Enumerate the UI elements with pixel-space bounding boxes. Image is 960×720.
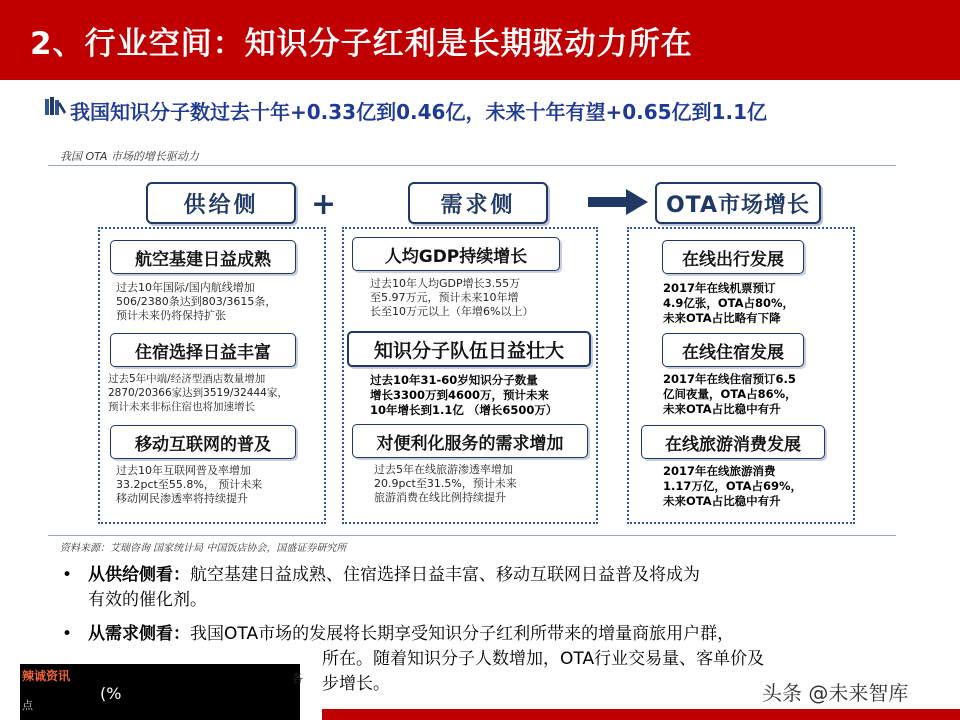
supply-desc-3: 过去10年互联网普及率增加 33.2pct至55.8%， 预计未来 移动网民渗透率将持续提升	[116, 464, 263, 505]
demand-item-2: 知识分子队伍日益壮大	[347, 331, 591, 367]
growth-desc-1: 2017年在线机票预订 4.9亿张，OTA占80%， 未来OTA占比略有下降	[663, 281, 795, 325]
supply-panel	[98, 227, 326, 524]
watermark: 头条 @未来智库	[762, 681, 909, 705]
supply-header: 供给侧	[146, 182, 296, 224]
bullet-dot: •	[62, 624, 73, 644]
bullet-supply-text: 从供给侧看：航空基建日益成熟、住宿选择日益丰富、移动互联网日益普及将成为 有效的催化剂。	[88, 565, 700, 610]
arrow-right-icon	[588, 189, 648, 215]
subtitle: 我国知识分子数过去十年+0.33亿到0.46亿，未来十年有望+0.65亿到1.1亿	[70, 100, 767, 124]
growth-desc-3: 2017年在线旅游消费 1.17万亿，OTA占69%， 未来OTA占比稳中有升	[663, 464, 803, 508]
plus-sign: +	[311, 187, 337, 222]
demand-header: 需求侧	[408, 182, 548, 224]
bullet-dot: •	[62, 565, 73, 585]
books-icon	[44, 96, 68, 118]
header-bar	[0, 0, 960, 80]
overlay-glyph: (%	[100, 684, 122, 703]
overlay-label: 辣诚资讯	[22, 669, 71, 683]
supply-desc-1: 过去10年国际/国内航线增加 506/2380条达到803/3615条， 预计未来仍将保持扩张	[116, 281, 277, 322]
demand-item-1: 人均GDP持续增长	[352, 237, 560, 271]
growth-panel	[627, 227, 855, 524]
figure-caption: 我国 OTA 市场的增长驱动力	[60, 150, 199, 163]
bullet-demand-text: 从需求侧看：我国OTA市场的发展将长期享受知识分子红利所带来的增量商旅用户群， 所在。随着知识分子人数增加，OTA行业交易量、客单价及 步增长。	[88, 624, 765, 694]
overlay-small: 点	[22, 699, 33, 712]
supply-item-3: 移动互联网的普及	[110, 425, 296, 459]
supply-item-1: 航空基建日益成熟	[110, 240, 296, 274]
figure-bottom-rule	[48, 535, 896, 536]
growth-item-3: 在线旅游消费发展	[641, 425, 825, 459]
page-title: 2、行业空间：知识分子红利是长期驱动力所在	[30, 26, 693, 62]
growth-desc-2: 2017年在线住宿预订6.5 亿间夜量，OTA占86%， 未来OTA占比稳中有升	[663, 372, 797, 416]
growth-item-1: 在线出行发展	[662, 240, 804, 274]
supply-desc-2: 过去5年中端/经济型酒店数量增加 2870/20366家达到3519/32444家， 预计未来非标住宿也将加速增长	[108, 373, 288, 413]
demand-panel	[342, 227, 598, 524]
figure-source: 资料来源：艾瑞咨询 国家统计局 中国饭店协会，国盛证券研究所	[60, 543, 347, 554]
figure-top-rule	[48, 165, 896, 166]
demand-desc-3: 过去5年在线旅游渗透率增加 20.9pct至31.5%，预计未来 旅游消费在线比例持续提升	[374, 463, 517, 504]
demand-item-3: 对便利化服务的需求增加	[352, 424, 588, 458]
demand-desc-1: 过去10年人均GDP增长3.55万 至5.97万元，预计未来10年增 长至10万元以上（年增6%以上）	[370, 277, 534, 318]
overlay-stub: 各	[292, 672, 303, 685]
growth-item-2: 在线住宿发展	[662, 333, 804, 367]
footer-bar	[322, 709, 960, 720]
demand-desc-2: 过去10年31-60岁知识分子数量 增长3300万到4600万，预计未来 10年增长到1.1亿 （增长6500万）	[370, 373, 558, 417]
growth-header: OTA市场增长	[655, 182, 821, 224]
supply-item-2: 住宿选择日益丰富	[110, 333, 296, 367]
